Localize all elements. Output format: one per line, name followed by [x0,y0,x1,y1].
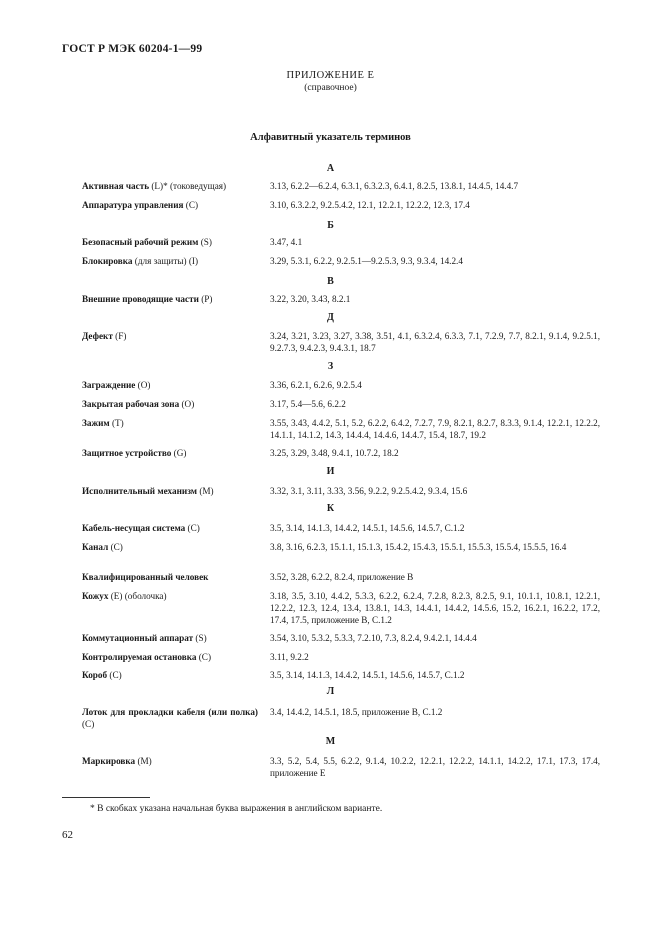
index-refs: 3.22, 3.20, 3.43, 8.2.1 [270,294,351,304]
index-refs: 3.32, 3.1, 3.11, 3.33, 3.56, 9.2.2, 9.2.5.4.2, 9.3.4, 15.6 [270,486,468,496]
index-term: Защитное устройство (G) [82,448,187,458]
letter-heading: М [325,736,336,747]
footnote-divider [62,797,150,798]
index-term: Зажим (Т) [82,418,124,428]
index-refs: 3.17, 5.4—5.6, 6.2.2 [270,399,346,409]
index-term: Контролируемая остановка (С) [82,652,211,662]
index-refs: 3.4, 14.4.2, 14.5.1, 18.5, приложение В, С.1.2 [270,707,443,717]
index-refs: 3.5, 3.14, 14.1.3, 14.4.2, 14.5.1, 14.5.6, 14.5.7, С.1.2 [270,523,465,533]
index-term: Короб (С) [82,670,122,680]
index-term: Заграждение (О) [82,380,151,390]
index-refs: 3.5, 3.14, 14.1.3, 14.4.2, 14.5.1, 14.5.6, 14.5.7, С.1.2 [270,670,465,680]
index-refs: 3.13, 6.2.2—6.2.4, 6.3.1, 6.3.2.3, 6.4.1, 8.2.5, 13.8.1, 14.4.5, 14.4.7 [270,181,519,191]
index-refs: 3.8, 3.16, 6.2.3, 15.1.1, 15.1.3, 15.4.2, 15.4.3, 15.5.1, 15.5.3, 15.5.4, 15.5.5, 16.4 [270,542,567,552]
index-refs: 3.52, 3.28, 6.2.2, 8.2.4, приложение В [270,572,414,582]
index-term: Закрытая рабочая зона (О) [82,399,195,409]
document-header: ГОСТ Р МЭК 60204-1—99 [62,43,203,55]
index-refs: 3.29, 5.3.1, 6.2.2, 9.2.5.1—9.2.5.3, 9.3, 9.3.4, 14.2.4 [270,256,463,266]
appendix-subtitle: (справочное) [304,83,357,93]
index-term: Дефект (F) [82,331,127,341]
index-term: Активная часть (L)* (токоведущая) [82,181,227,191]
index-term: Квалифицированный человек [82,572,209,582]
index-term: Аппаратура управления (С) [82,200,199,210]
index-term: Лоток для прокладки кабеля (или полка) (С) [82,707,258,729]
letter-heading: З [327,361,334,372]
index-term: Блокировка (для защиты) (I) [82,256,199,266]
index-refs: 3.47, 4.1 [270,237,303,247]
letter-heading: Л [326,686,335,697]
footnote: * В скобках указана начальная буква выражения в английском варианте. [90,804,383,814]
index-term: Маркировка (М) [82,756,152,766]
index-term: Исполнительный механизм (М) [82,486,214,496]
index-term: Канал (С) [82,542,123,552]
index-term: Безопасный рабочий режим (S) [82,237,212,247]
page-number: 62 [62,829,73,841]
index-term: Внешние проводящие части (Р) [82,294,213,304]
index-refs: 3.11, 9.2.2 [270,652,309,662]
letter-heading: Д [327,312,334,323]
index-refs: 3.25, 3.29, 3.48, 9.4.1, 10.7.2, 18.2 [270,448,399,458]
index-refs: 3.54, 3.10, 5.3.2, 5.3.3, 7.2.10, 7.3, 8.2.4, 9.4.2.1, 14.4.4 [270,633,477,643]
index-term: Кожух (Е) (оболочка) [82,591,167,601]
index-refs: 3.24, 3.21, 3.23, 3.27, 3.38, 3.51, 4.1, 6.3.2.4, 6.3.3, 7.1, 7.2.9, 7.7, 8.2.1, 9.1.4, 9.2.5.1, 9.2.7.3, 9.4.2.3, 9.4.3.1, 18.7 [270,331,600,353]
index-refs: 3.36, 6.2.1, 6.2.6, 9.2.5.4 [270,380,362,390]
letter-heading: В [327,276,334,287]
letter-heading: К [326,503,335,514]
index-refs: 3.55, 3.43, 4.4.2, 5.1, 5.2, 6.2.2, 6.4.2, 7.2.7, 7.9, 8.2.1, 8.2.7, 8.3.3, 9.1.4, 12.2.1, 12.2.2, 14.1.1, 14.1.2, 14.3, 14.4.4, 14.4.6, 14.4.7, 15.4, 18.7, 19.2 [270,418,600,440]
letter-heading: И [326,466,335,477]
index-refs: 3.3, 5.2, 5.4, 5.5, 6.2.2, 9.1.4, 10.2.2, 12.2.1, 12.2.2, 14.1.1, 14.2.2, 17.1, 17.3, 17.4, приложение Е [270,756,600,778]
index-refs: 3.18, 3.5, 3.10, 4.4.2, 5.3.3, 6.2.2, 6.2.4, 7.2.8, 8.2.3, 8.2.5, 9.1, 10.1.1, 10.8.1, 12.2.1, 12.2.2, 12.3, 12.4, 13.4, 13.8.1, 14.3, 14.4.1, 14.4.2, 14.5.6, 15.2, 16.2.1, 16.2.2, 17.2, 17.4, 17.5, приложение В, С.1.2 [270,591,600,625]
index-title: Алфавитный указатель терминов [250,132,411,143]
index-refs: 3.10, 6.3.2.2, 9.2.5.4.2, 12.1, 12.2.1, 12.2.2, 12.3, 17.4 [270,200,470,210]
letter-heading: А [326,163,335,174]
index-term: Коммутационный аппарат (S) [82,633,207,643]
index-term: Кабель-несущая система (С) [82,523,200,533]
letter-heading: Б [327,220,334,231]
appendix-title: ПРИЛОЖЕНИЕ Е [286,70,375,81]
